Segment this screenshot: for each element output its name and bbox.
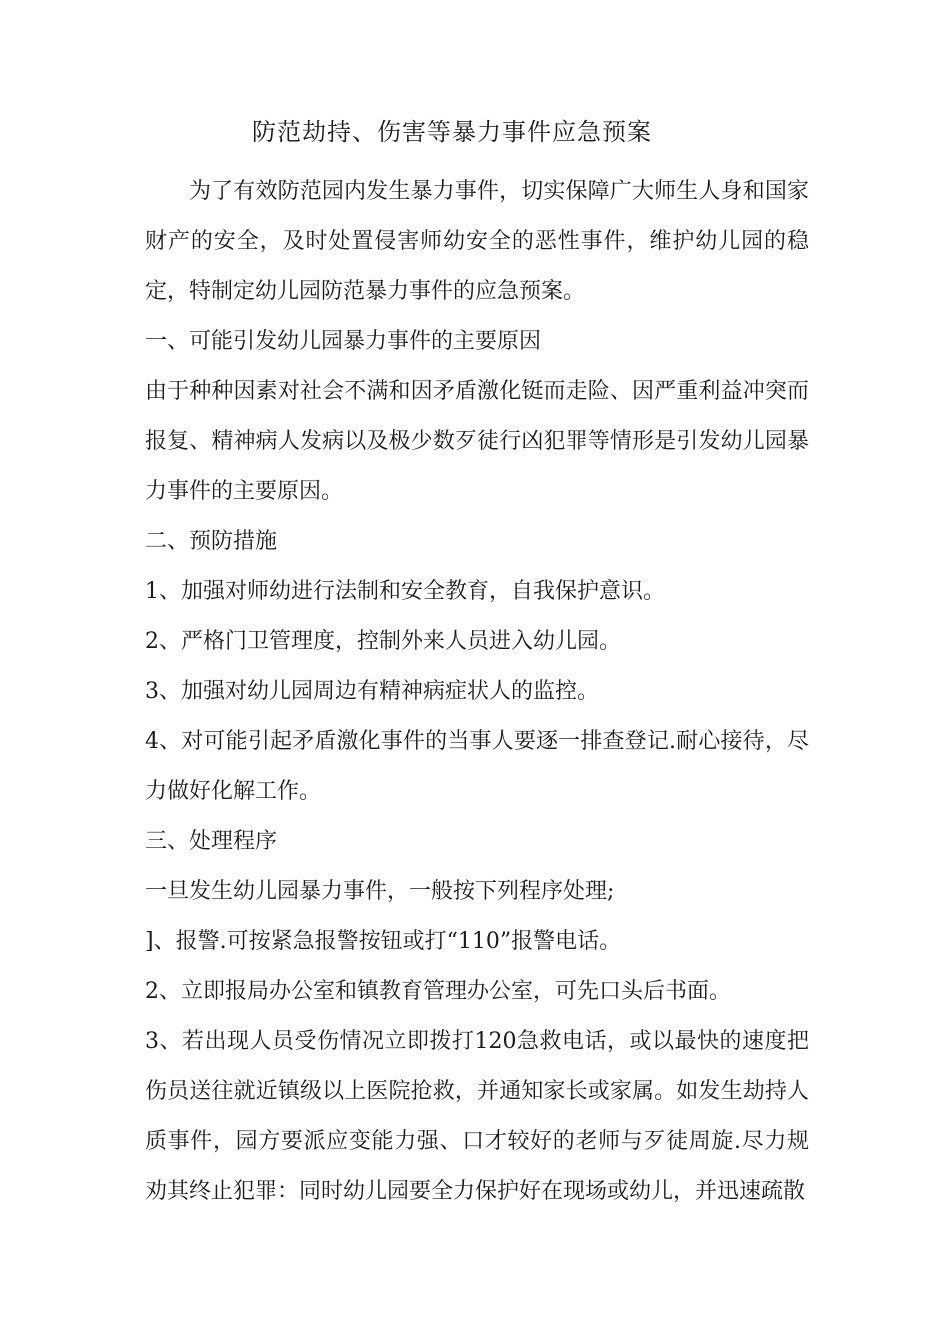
- procedure-item-2: 2、立即报局办公室和镇教育管理办公室，可先口头后书面。: [145, 979, 731, 1004]
- document-title: 防范劫持、伤害等暴力事件应急预案: [252, 118, 652, 146]
- procedure-intro: 一旦发生幼儿园暴力事件，一般按下列程序处理;: [145, 879, 615, 904]
- document-body: [145, 167, 809, 1217]
- section-heading-prevention: 二、预防措施: [145, 529, 278, 554]
- intro-paragraph: 为了有效防范园内发生暴力事件，切实保障广大师生人身和国家财产的安全，及时处置侵害师幼安全的恶性事件，维护幼儿园的稳定，特制定幼儿园防范暴力事件的应急预案。: [145, 179, 809, 304]
- prevention-item-3: 3、加强对幼儿园周边有精神病症状人的监控。: [145, 679, 599, 704]
- procedure-item-1: ]、报警.可按紧急报警按钮或打“110”报警电话。: [145, 929, 622, 954]
- causes-paragraph: 由于种种因素对社会不满和因矛盾激化铤而走险、因严重利益冲突而报复、精神病人发病以及极少数歹徒行凶犯罪等情形是引发幼儿园暴力事件的主要原因。: [145, 379, 809, 504]
- prevention-item-1: 1、加强对师幼进行法制和安全教育，自我保护意识。: [145, 579, 665, 604]
- section-heading-procedure: 三、处理程序: [145, 829, 278, 854]
- procedure-item-3: 3、若出现人员受伤情况立即拨打120急救电话，或以最快的速度把伤员送往就近镇级以上医院抢救，并通知家长或家属。如发生劫持人质事件，园方要派应变能力强、口才较好的老师与歹徒周旋.尽力规劝其终止犯罪：同时幼儿园要全力保护好在现场或幼儿，并迅速疏散: [145, 1029, 809, 1204]
- prevention-item-2: 2、严格门卫管理度，控制外来人员进入幼儿园。: [145, 629, 621, 654]
- prevention-item-4: 4、对可能引起矛盾激化事件的当事人要逐一排查登记.耐心接待，尽力做好化解工作。: [145, 729, 809, 804]
- section-heading-causes: 一、可能引发幼儿园暴力事件的主要原因: [145, 329, 542, 354]
